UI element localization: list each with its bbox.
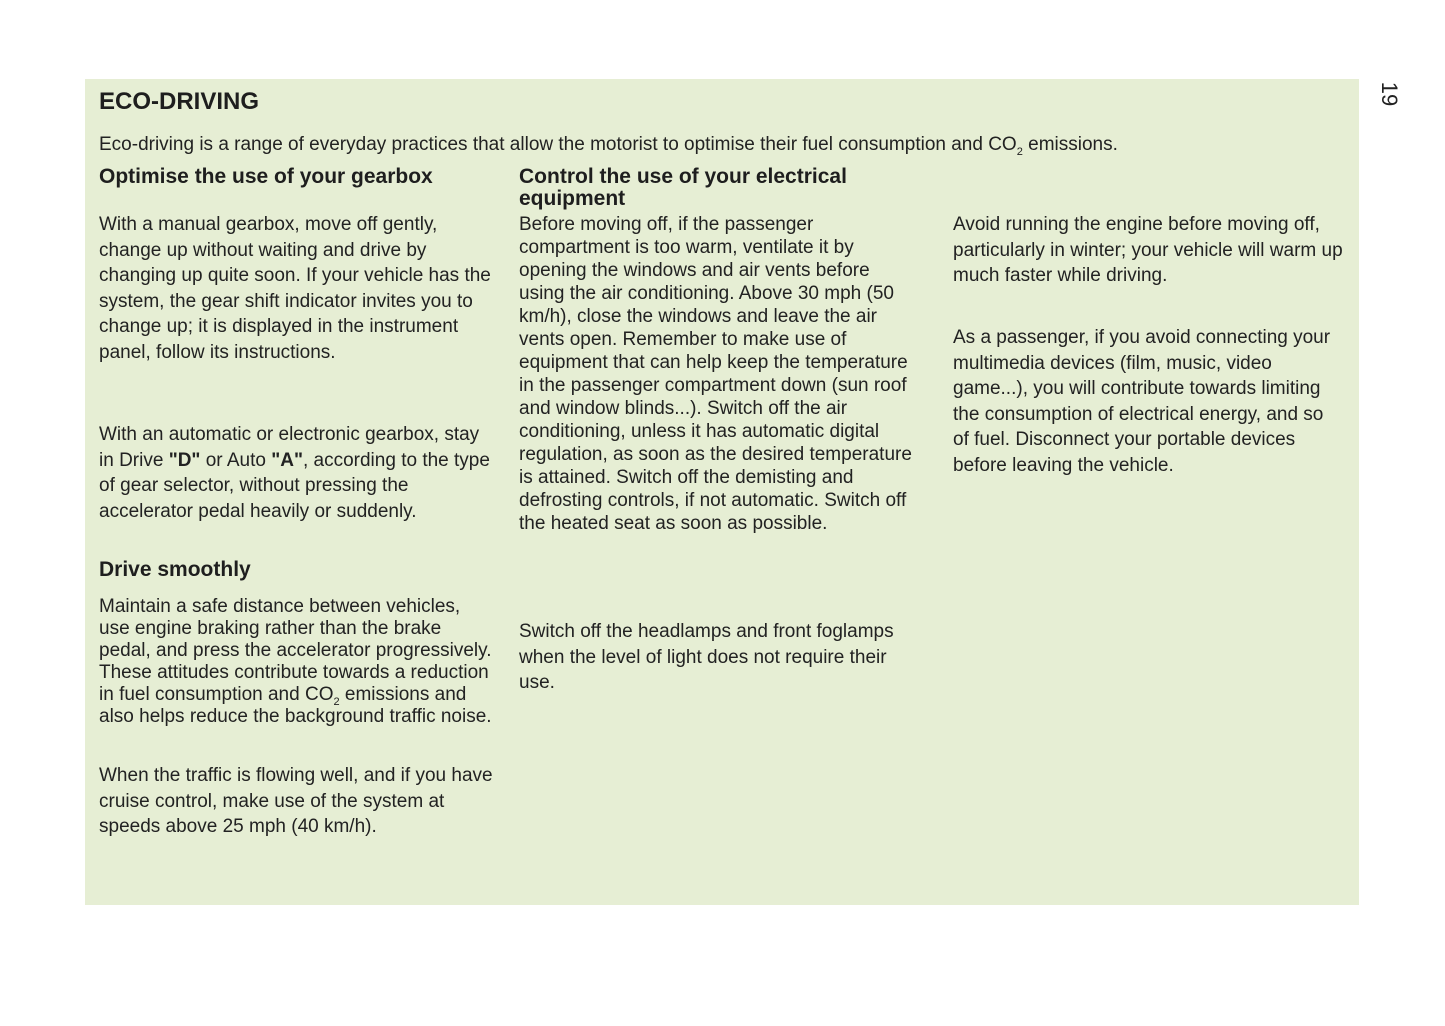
electrical-heading: Control the use of your electrical equipment xyxy=(519,165,847,210)
smooth-text: Maintain a safe distance between vehicles, use engine braking rather than the brake pedal, and press the accelerator progressively. These attitudes contribute towards a reduction in fuel consumption and CO xyxy=(99,596,492,705)
page-title: ECO-DRIVING xyxy=(99,88,260,115)
smooth-text-end: emissions and also helps reduce the background traffic noise. xyxy=(99,684,492,727)
smooth-subscript: 2 xyxy=(333,696,340,708)
intro-text-end: emissions. xyxy=(1022,134,1118,155)
intro-subscript: 2 xyxy=(1016,146,1023,158)
manual-gearbox-paragraph: With a manual gearbox, move off gently, change up without waiting and drive by changing up quite soon. If your vehicle has the system, the gear shift indicator invites you to change up; it is displayed in the instrument panel, follow its instructions. xyxy=(99,214,491,363)
headlamps-paragraph: Switch off the headlamps and front foglamps when the level of light does not require their use. xyxy=(519,621,894,693)
intro-paragraph xyxy=(99,133,1299,157)
drive-smoothly-heading: Drive smoothly xyxy=(99,558,251,581)
drive-mode-d: "D" xyxy=(168,449,201,471)
cruise-control-paragraph: When the traffic is flowing well, and if you have cruise control, make use of the system at speeds above 25 mph (40 km/h). xyxy=(99,765,493,837)
gearbox-heading: Optimise the use of your gearbox xyxy=(99,165,433,188)
auto-text-2: or Auto xyxy=(200,449,272,471)
engine-warmup-paragraph: Avoid running the engine before moving off, particularly in winter; your vehicle will warm up much faster while driving. xyxy=(953,214,1343,286)
drive-smoothly-paragraph xyxy=(99,596,494,728)
intro-text: Eco-driving is a range of everyday practices that allow the motorist to optimise their fuel consumption and CO xyxy=(99,134,1017,155)
auto-text-3: , according to the type of gear selector, without pressing the accelerator pedal heavily or suddenly. xyxy=(99,449,490,522)
drive-mode-a: "A" xyxy=(271,449,303,471)
auto-text-1: With an automatic or electronic gearbox, stay in Drive xyxy=(99,424,480,471)
automatic-gearbox-paragraph xyxy=(99,422,494,524)
page-number: 19 xyxy=(1377,81,1402,107)
electrical-paragraph: Before moving off, if the passenger compartment is too warm, ventilate it by opening the windows and air vents before using the air conditioning. Above 30 mph (50 km/h), close the windows and leave the air vents open. Remember to make use of equipment that can help keep the temperature in the passenger compartment down (sun roof and window blinds...). Switch off the air conditioning, unless it has automatic digital regulation, as soon as the desired temperature is attained. Switch off the demisting and defrosting controls, if not automatic. Switch off the heated seat as soon as possible. xyxy=(519,214,912,534)
passenger-devices-paragraph: As a passenger, if you avoid connecting your multimedia devices (film, music, video game...), you will contribute towards limiting the consumption of electrical energy, and so of fuel. Disconnect your portable devices before leaving the vehicle. xyxy=(953,327,1331,476)
